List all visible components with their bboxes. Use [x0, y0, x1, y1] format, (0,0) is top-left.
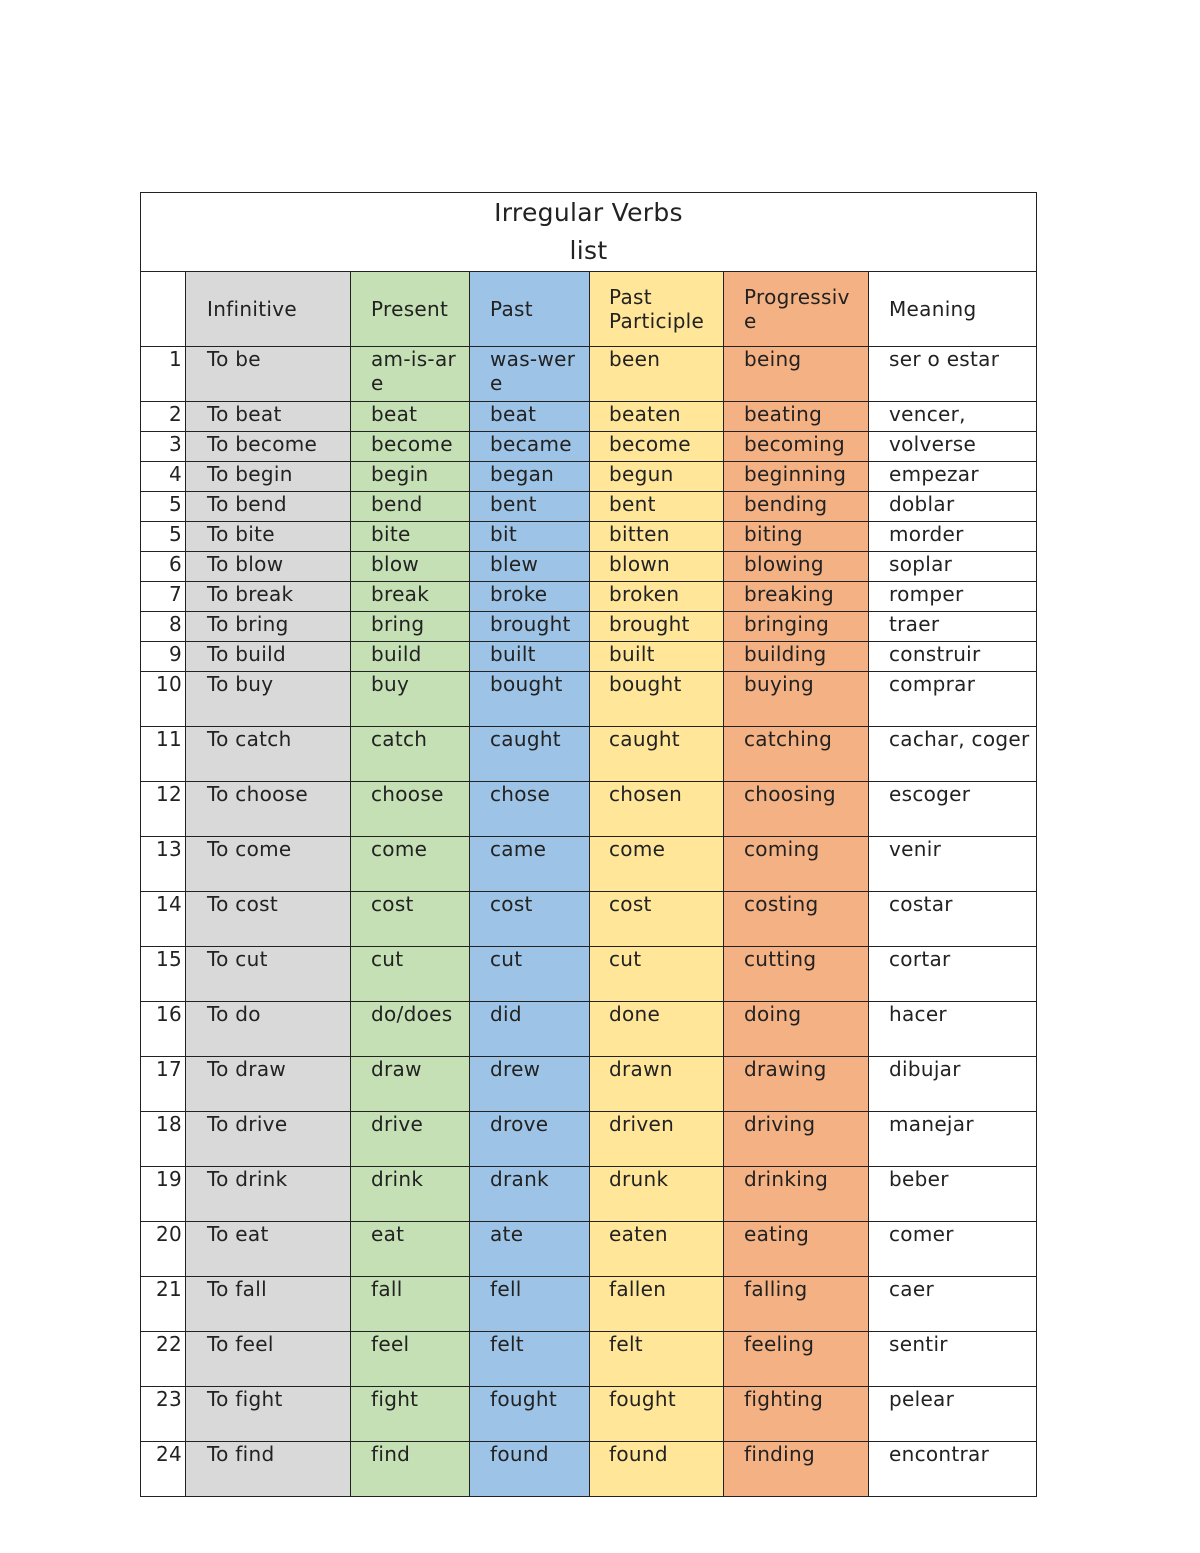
- row-number: 6: [141, 552, 186, 582]
- past-cell: drew: [470, 1057, 590, 1112]
- meaning-cell: beber: [869, 1167, 1037, 1222]
- present-cell: find: [351, 1442, 470, 1497]
- table-row: [141, 727, 1037, 782]
- infinitive-cell: To cost: [186, 892, 351, 947]
- table-row: [141, 1387, 1037, 1442]
- present-cell: drive: [351, 1112, 470, 1167]
- infinitive-cell: To eat: [186, 1222, 351, 1277]
- progressive-cell: blowing: [724, 552, 869, 582]
- present-cell: catch: [351, 727, 470, 782]
- infinitive-cell: To feel: [186, 1332, 351, 1387]
- present-cell: bring: [351, 612, 470, 642]
- irregular-verbs-table: [140, 192, 1037, 1497]
- infinitive-cell: To come: [186, 837, 351, 892]
- progressive-cell: beginning: [724, 462, 869, 492]
- progressive-cell: beating: [724, 402, 869, 432]
- past-participle-cell: felt: [590, 1332, 724, 1387]
- past-participle-cell: chosen: [590, 782, 724, 837]
- table-row: [141, 782, 1037, 837]
- past-participle-cell: bitten: [590, 522, 724, 552]
- table-row: [141, 612, 1037, 642]
- infinitive-cell: To blow: [186, 552, 351, 582]
- present-cell: cut: [351, 947, 470, 1002]
- row-number: 19: [141, 1167, 186, 1222]
- progressive-cell: driving: [724, 1112, 869, 1167]
- table-row: [141, 1167, 1037, 1222]
- meaning-cell: dibujar: [869, 1057, 1037, 1112]
- past-participle-cell: fought: [590, 1387, 724, 1442]
- infinitive-cell: To break: [186, 582, 351, 612]
- present-cell: become: [351, 432, 470, 462]
- present-cell: eat: [351, 1222, 470, 1277]
- header-past: Past: [470, 272, 590, 347]
- meaning-cell: escoger: [869, 782, 1037, 837]
- table-row: [141, 1277, 1037, 1332]
- progressive-cell: becoming: [724, 432, 869, 462]
- past-participle-cell: broken: [590, 582, 724, 612]
- row-number: 5: [141, 492, 186, 522]
- progressive-cell: bending: [724, 492, 869, 522]
- row-number: 14: [141, 892, 186, 947]
- present-cell: choose: [351, 782, 470, 837]
- past-cell: did: [470, 1002, 590, 1057]
- title-line-1: Irregular Verbs: [494, 198, 683, 227]
- infinitive-cell: To become: [186, 432, 351, 462]
- infinitive-cell: To drive: [186, 1112, 351, 1167]
- row-number: 24: [141, 1442, 186, 1497]
- past-participle-cell: eaten: [590, 1222, 724, 1277]
- meaning-cell: cachar, coger: [869, 727, 1037, 782]
- meaning-cell: venir: [869, 837, 1037, 892]
- table-row: [141, 582, 1037, 612]
- present-cell: am-is-are: [351, 347, 470, 402]
- infinitive-cell: To do: [186, 1002, 351, 1057]
- table-row: [141, 552, 1037, 582]
- past-cell: built: [470, 642, 590, 672]
- past-cell: beat: [470, 402, 590, 432]
- past-participle-cell: cost: [590, 892, 724, 947]
- past-cell: blew: [470, 552, 590, 582]
- past-participle-cell: driven: [590, 1112, 724, 1167]
- present-cell: come: [351, 837, 470, 892]
- progressive-cell: doing: [724, 1002, 869, 1057]
- past-cell: fell: [470, 1277, 590, 1332]
- table-row: [141, 837, 1037, 892]
- infinitive-cell: To fight: [186, 1387, 351, 1442]
- past-cell: drank: [470, 1167, 590, 1222]
- infinitive-cell: To begin: [186, 462, 351, 492]
- row-number: 5: [141, 522, 186, 552]
- meaning-cell: doblar: [869, 492, 1037, 522]
- progressive-cell: buying: [724, 672, 869, 727]
- past-cell: felt: [470, 1332, 590, 1387]
- meaning-cell: morder: [869, 522, 1037, 552]
- present-cell: feel: [351, 1332, 470, 1387]
- title-row: [141, 193, 1037, 272]
- row-number: 21: [141, 1277, 186, 1332]
- row-number: 18: [141, 1112, 186, 1167]
- infinitive-cell: To catch: [186, 727, 351, 782]
- row-number: 12: [141, 782, 186, 837]
- row-number: 1: [141, 347, 186, 402]
- present-cell: begin: [351, 462, 470, 492]
- meaning-cell: ser o estar: [869, 347, 1037, 402]
- past-cell: cut: [470, 947, 590, 1002]
- progressive-cell: finding: [724, 1442, 869, 1497]
- past-cell: began: [470, 462, 590, 492]
- row-number: 17: [141, 1057, 186, 1112]
- past-participle-cell: beaten: [590, 402, 724, 432]
- progressive-cell: drawing: [724, 1057, 869, 1112]
- past-cell: drove: [470, 1112, 590, 1167]
- header-present: Present: [351, 272, 470, 347]
- present-cell: cost: [351, 892, 470, 947]
- progressive-cell: choosing: [724, 782, 869, 837]
- progressive-cell: fighting: [724, 1387, 869, 1442]
- meaning-cell: encontrar: [869, 1442, 1037, 1497]
- header-row: [141, 272, 1037, 347]
- past-cell: bought: [470, 672, 590, 727]
- past-cell: came: [470, 837, 590, 892]
- past-cell: cost: [470, 892, 590, 947]
- past-participle-cell: fallen: [590, 1277, 724, 1332]
- table-row: [141, 1057, 1037, 1112]
- meaning-cell: volverse: [869, 432, 1037, 462]
- row-number: 2: [141, 402, 186, 432]
- present-cell: draw: [351, 1057, 470, 1112]
- table-row: [141, 522, 1037, 552]
- progressive-cell: cutting: [724, 947, 869, 1002]
- past-participle-cell: come: [590, 837, 724, 892]
- past-participle-cell: bent: [590, 492, 724, 522]
- meaning-cell: vencer,: [869, 402, 1037, 432]
- progressive-cell: eating: [724, 1222, 869, 1277]
- row-number: 7: [141, 582, 186, 612]
- past-participle-cell: caught: [590, 727, 724, 782]
- row-number: 4: [141, 462, 186, 492]
- past-cell: ate: [470, 1222, 590, 1277]
- past-cell: caught: [470, 727, 590, 782]
- present-cell: drink: [351, 1167, 470, 1222]
- progressive-cell: bringing: [724, 612, 869, 642]
- meaning-cell: cortar: [869, 947, 1037, 1002]
- header-meaning: Meaning: [869, 272, 1037, 347]
- present-cell: fall: [351, 1277, 470, 1332]
- table-row: [141, 432, 1037, 462]
- table-row: [141, 1442, 1037, 1497]
- present-cell: buy: [351, 672, 470, 727]
- past-cell: became: [470, 432, 590, 462]
- past-participle-cell: found: [590, 1442, 724, 1497]
- table-row: [141, 462, 1037, 492]
- table-row: [141, 1332, 1037, 1387]
- meaning-cell: sentir: [869, 1332, 1037, 1387]
- progressive-cell: costing: [724, 892, 869, 947]
- meaning-cell: caer: [869, 1277, 1037, 1332]
- table-row: [141, 1002, 1037, 1057]
- meaning-cell: pelear: [869, 1387, 1037, 1442]
- present-cell: bite: [351, 522, 470, 552]
- infinitive-cell: To be: [186, 347, 351, 402]
- past-cell: brought: [470, 612, 590, 642]
- row-number: 10: [141, 672, 186, 727]
- table-row: [141, 1222, 1037, 1277]
- header-number: [141, 272, 186, 347]
- past-participle-cell: begun: [590, 462, 724, 492]
- past-participle-cell: blown: [590, 552, 724, 582]
- row-number: 23: [141, 1387, 186, 1442]
- table-title: [141, 193, 1037, 272]
- infinitive-cell: To cut: [186, 947, 351, 1002]
- table-row: [141, 402, 1037, 432]
- past-participle-cell: brought: [590, 612, 724, 642]
- meaning-cell: comprar: [869, 672, 1037, 727]
- past-cell: bit: [470, 522, 590, 552]
- meaning-cell: manejar: [869, 1112, 1037, 1167]
- table-row: [141, 947, 1037, 1002]
- past-participle-cell: cut: [590, 947, 724, 1002]
- infinitive-cell: To bring: [186, 612, 351, 642]
- table-row: [141, 672, 1037, 727]
- present-cell: break: [351, 582, 470, 612]
- progressive-cell: catching: [724, 727, 869, 782]
- meaning-cell: romper: [869, 582, 1037, 612]
- present-cell: do/does: [351, 1002, 470, 1057]
- infinitive-cell: To bend: [186, 492, 351, 522]
- progressive-cell: coming: [724, 837, 869, 892]
- header-progressive: Progressiv e: [724, 272, 869, 347]
- row-number: 11: [141, 727, 186, 782]
- meaning-cell: construir: [869, 642, 1037, 672]
- table-row: [141, 892, 1037, 947]
- row-number: 13: [141, 837, 186, 892]
- table-row: [141, 642, 1037, 672]
- row-number: 20: [141, 1222, 186, 1277]
- present-cell: blow: [351, 552, 470, 582]
- progressive-cell: biting: [724, 522, 869, 552]
- past-cell: fought: [470, 1387, 590, 1442]
- past-participle-cell: bought: [590, 672, 724, 727]
- title-line-2: list: [569, 236, 608, 265]
- past-participle-cell: drawn: [590, 1057, 724, 1112]
- infinitive-cell: To find: [186, 1442, 351, 1497]
- infinitive-cell: To fall: [186, 1277, 351, 1332]
- infinitive-cell: To beat: [186, 402, 351, 432]
- table-row: [141, 1112, 1037, 1167]
- meaning-cell: comer: [869, 1222, 1037, 1277]
- infinitive-cell: To buy: [186, 672, 351, 727]
- header-infinitive: Infinitive: [186, 272, 351, 347]
- row-number: 8: [141, 612, 186, 642]
- past-participle-cell: built: [590, 642, 724, 672]
- meaning-cell: traer: [869, 612, 1037, 642]
- past-cell: was-were: [470, 347, 590, 402]
- row-number: 3: [141, 432, 186, 462]
- infinitive-cell: To drink: [186, 1167, 351, 1222]
- infinitive-cell: To bite: [186, 522, 351, 552]
- past-participle-cell: drunk: [590, 1167, 724, 1222]
- progressive-cell: being: [724, 347, 869, 402]
- past-cell: bent: [470, 492, 590, 522]
- row-number: 9: [141, 642, 186, 672]
- table-row: [141, 492, 1037, 522]
- row-number: 16: [141, 1002, 186, 1057]
- row-number: 15: [141, 947, 186, 1002]
- present-cell: beat: [351, 402, 470, 432]
- meaning-cell: empezar: [869, 462, 1037, 492]
- progressive-cell: drinking: [724, 1167, 869, 1222]
- progressive-cell: building: [724, 642, 869, 672]
- infinitive-cell: To draw: [186, 1057, 351, 1112]
- infinitive-cell: To choose: [186, 782, 351, 837]
- past-participle-cell: been: [590, 347, 724, 402]
- past-cell: chose: [470, 782, 590, 837]
- present-cell: build: [351, 642, 470, 672]
- row-number: 22: [141, 1332, 186, 1387]
- past-participle-cell: done: [590, 1002, 724, 1057]
- meaning-cell: costar: [869, 892, 1037, 947]
- infinitive-cell: To build: [186, 642, 351, 672]
- meaning-cell: soplar: [869, 552, 1037, 582]
- progressive-cell: feeling: [724, 1332, 869, 1387]
- past-cell: broke: [470, 582, 590, 612]
- past-cell: found: [470, 1442, 590, 1497]
- present-cell: fight: [351, 1387, 470, 1442]
- present-cell: bend: [351, 492, 470, 522]
- progressive-cell: breaking: [724, 582, 869, 612]
- header-past-participle: Past Participle: [590, 272, 724, 347]
- table-row: [141, 347, 1037, 402]
- progressive-cell: falling: [724, 1277, 869, 1332]
- past-participle-cell: become: [590, 432, 724, 462]
- meaning-cell: hacer: [869, 1002, 1037, 1057]
